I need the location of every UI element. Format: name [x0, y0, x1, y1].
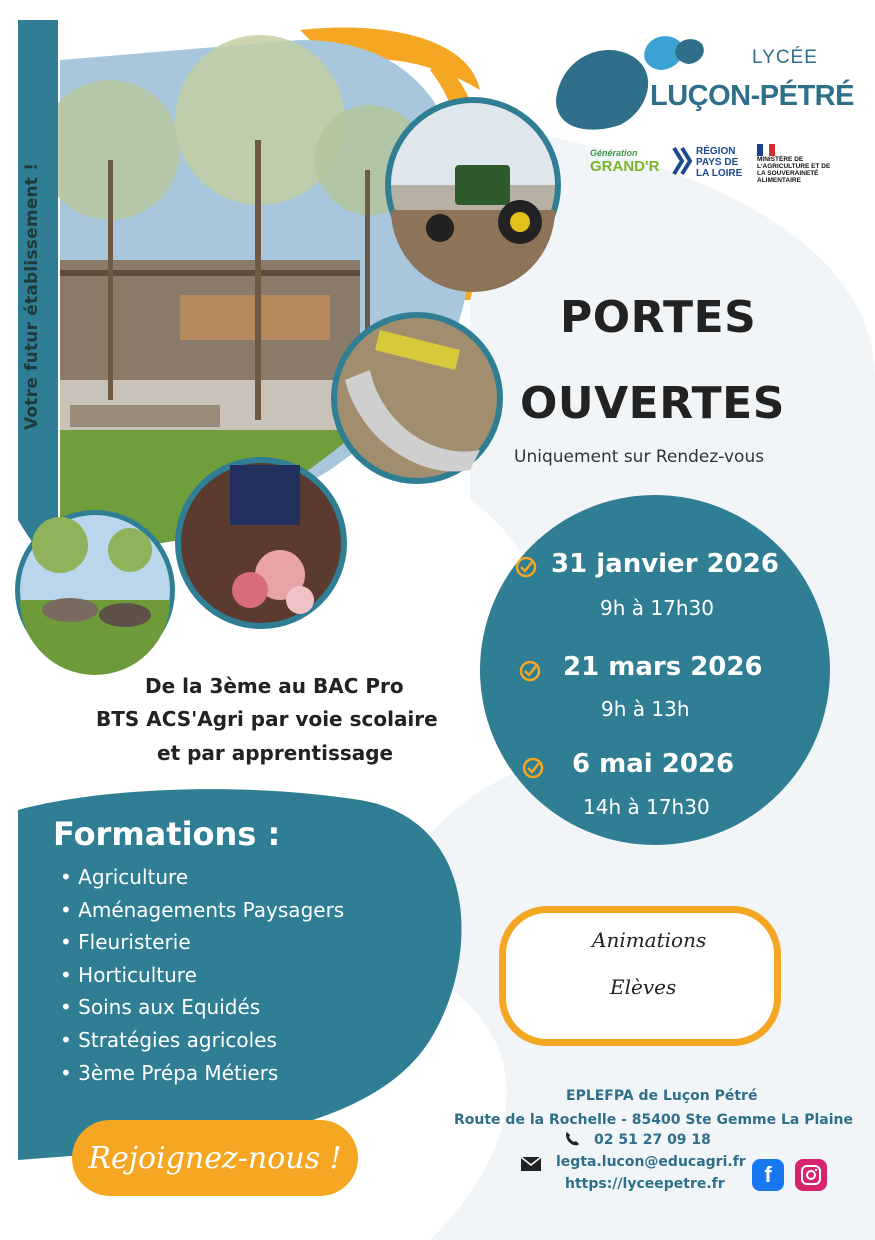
logo-line-2: LUÇON-PÉTRÉ	[650, 80, 854, 112]
french-flag-icon	[757, 141, 775, 153]
partner-grandr-text: GRAND'R	[590, 158, 660, 175]
program-line-1: De la 3ème au BAC Pro	[145, 674, 404, 698]
formation-item: • Fleuristerie	[60, 930, 191, 954]
time-1: 9h à 17h30	[600, 596, 714, 620]
partner-generation-text: Génération	[590, 148, 638, 158]
check-icon	[515, 556, 537, 578]
contact-org: EPLEFPA de Luçon Pétré	[566, 1088, 758, 1104]
formations-title: Formations :	[53, 815, 281, 853]
program-line-3: et par apprentissage	[157, 741, 394, 765]
side-tagline: Votre futur établissement !	[22, 162, 42, 430]
formation-item: • Aménagements Paysagers	[60, 898, 345, 922]
phone-icon	[564, 1131, 580, 1147]
tractor-photo	[385, 97, 561, 292]
formation-item: • Stratégies agricoles	[60, 1028, 277, 1052]
florist-photo	[175, 457, 347, 629]
contact-phone[interactable]: 02 51 27 09 18	[594, 1132, 711, 1148]
partner-ministry-text: MINISTÈRE DE L'AGRICULTURE ET DE LA SOUVERAINETÉ ALIMENTAIRE	[757, 156, 831, 184]
facebook-icon[interactable]: f	[752, 1159, 784, 1191]
logo-line-1: LYCÉE	[752, 47, 818, 68]
join-us-button[interactable]: Rejoignez-nous !	[72, 1120, 358, 1196]
mail-icon	[521, 1157, 541, 1171]
partner-region-text: RÉGION PAYS DE LA LOIRE	[696, 146, 743, 179]
formation-item: • 3ème Prépa Métiers	[60, 1061, 279, 1085]
contact-address: Route de la Rochelle - 85400 Ste Gemme La Plaine	[454, 1112, 854, 1128]
date-3: 6 mai 2026	[572, 749, 735, 779]
animations-line-1: Animations	[592, 928, 707, 952]
check-icon	[522, 757, 544, 779]
check-icon	[519, 660, 541, 682]
contact-email[interactable]: legta.lucon@educagri.fr	[556, 1154, 746, 1170]
program-line-2: BTS ACS'Agri par voie scolaire	[96, 707, 438, 731]
formation-item: • Agriculture	[60, 865, 189, 889]
headline-line-2: OUVERTES	[520, 378, 785, 429]
landscaping-photo	[331, 312, 503, 484]
headline-line-1: PORTES	[560, 292, 757, 343]
formation-item: • Soins aux Equidés	[60, 995, 261, 1019]
instagram-icon[interactable]	[795, 1159, 827, 1191]
headline-subtitle: Uniquement sur Rendez-vous	[514, 447, 765, 467]
time-2: 9h à 13h	[601, 697, 690, 721]
contact-website[interactable]: https://lyceepetre.fr	[565, 1176, 725, 1192]
horses-photo	[15, 510, 175, 675]
date-1: 31 janvier 2026	[551, 549, 779, 579]
time-3: 14h à 17h30	[583, 795, 710, 819]
region-logo-icon	[672, 146, 692, 176]
date-2: 21 mars 2026	[563, 652, 763, 682]
formation-item: • Horticulture	[60, 963, 197, 987]
animations-line-2: Elèves	[610, 975, 677, 999]
